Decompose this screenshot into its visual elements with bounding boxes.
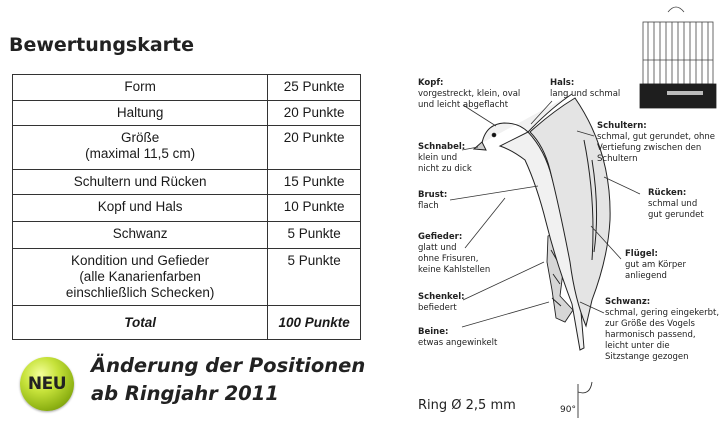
table-total-row: [13, 306, 361, 340]
total-label: Total: [13, 306, 268, 340]
label-gefieder: Gefieder: glatt und ohne Frisuren, keine Kahlstellen: [418, 232, 491, 275]
angle-mark-icon: [578, 382, 592, 418]
label-fluegel: Flügel: gut am Körper anliegend: [625, 249, 686, 281]
cage-icon: [640, 7, 716, 108]
label-schenkel: Schenkel: befiedert: [418, 292, 465, 313]
label-beine: Beine: etwas angewinkelt: [418, 327, 498, 348]
label-hals: Hals: lang und schmal: [550, 78, 621, 99]
criterion-cell: Kopf und Hals: [13, 195, 268, 222]
criterion-cell: Schwanz: [13, 222, 268, 249]
new-badge-text: NEU: [27, 374, 67, 394]
table-row: [13, 249, 361, 306]
criterion-cell: Haltung: [13, 101, 268, 126]
table-row: [13, 195, 361, 222]
points-cell: 25 Punkte: [268, 75, 361, 101]
rating-table: [12, 74, 361, 340]
label-brust: Brust: flach: [418, 190, 448, 211]
points-cell: 5 Punkte: [268, 249, 361, 306]
table-row: [13, 101, 361, 126]
angle-label: 90°: [560, 405, 576, 415]
criterion-cell: Kondition und Gefieder (alle Kanarienfarben einschließlich Schecken): [13, 249, 268, 306]
table-row: [13, 222, 361, 249]
notice-line-2: ab Ringjahr 2011: [91, 382, 279, 405]
total-points: 100 Punkte: [268, 306, 361, 340]
new-badge: [20, 357, 74, 411]
criterion-cell: Größe (maximal 11,5 cm): [13, 126, 268, 170]
label-schwanz: Schwanz: schmal, gering eingekerbt, zur Größe des Vogels harmonisch passend, leicht unter die Sitzstange gezogen: [605, 297, 720, 362]
table-row: [13, 170, 361, 195]
table-row: [13, 126, 361, 170]
points-cell: 10 Punkte: [268, 195, 361, 222]
label-ruecken: Rücken: schmal und gut gerundet: [648, 188, 704, 220]
label-kopf: Kopf: vorgestreckt, klein, oval und leicht abgeflacht: [418, 78, 521, 110]
criterion-cell: Form: [13, 75, 268, 101]
page-title: Bewertungskarte: [9, 34, 195, 56]
table-row: [13, 75, 361, 101]
change-notice: [91, 352, 365, 408]
points-cell: 20 Punkte: [268, 101, 361, 126]
notice-line-1: Änderung der Positionen: [91, 354, 366, 377]
ring-size: Ring Ø 2,5 mm: [418, 398, 516, 413]
points-cell: 15 Punkte: [268, 170, 361, 195]
points-cell: 20 Punkte: [268, 126, 361, 170]
label-schnabel: Schnabel: klein und nicht zu dick: [418, 142, 472, 174]
points-cell: 5 Punkte: [268, 222, 361, 249]
canary-bird: [474, 94, 610, 350]
criterion-cell: Schultern und Rücken: [13, 170, 268, 195]
label-schultern: Schultern: schmal, gut gerundet, ohne Vertiefung zwischen den Schultern: [597, 121, 716, 164]
